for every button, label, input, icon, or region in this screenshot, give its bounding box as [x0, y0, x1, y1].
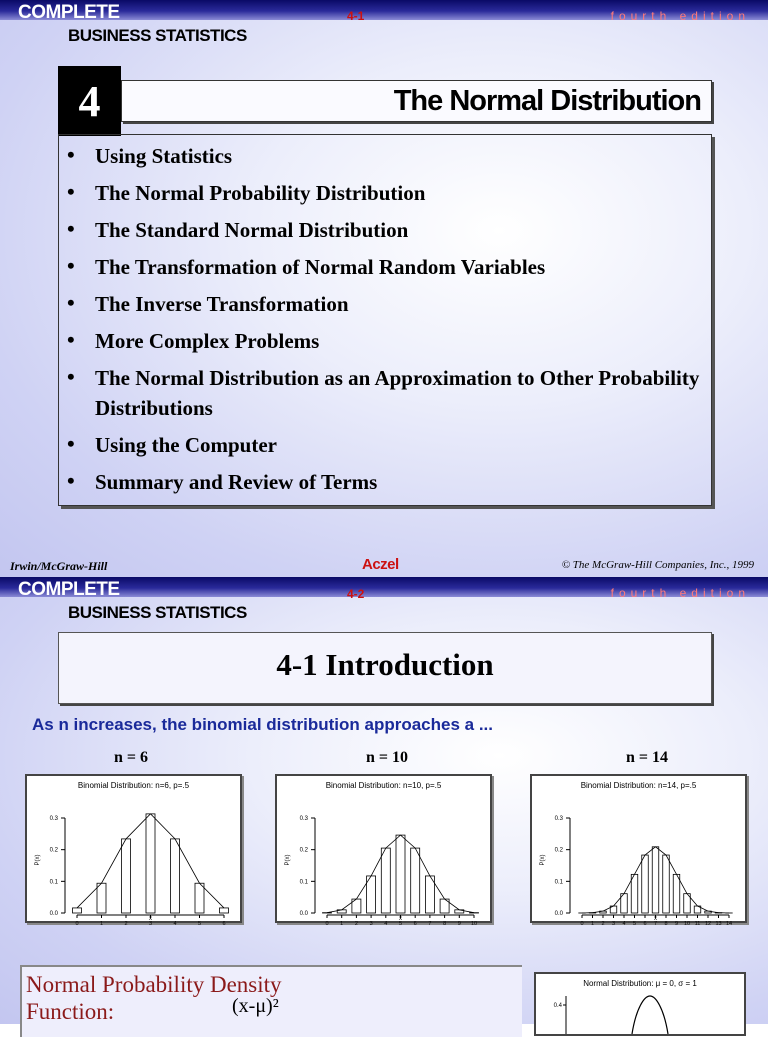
brand-business-statistics: BUSINESS STATISTICS [68, 27, 247, 44]
bullet-icon: • [67, 429, 75, 459]
chart-svg [532, 776, 745, 921]
bar [642, 855, 649, 913]
chart-title: Binomial Distribution: n=14, p=.5 [581, 781, 697, 790]
y-tick-label: 0.1 [555, 879, 564, 885]
topic-label: The Inverse Transformation [95, 292, 349, 316]
x-tick-label: 5 [198, 921, 201, 927]
slide-footer [0, 555, 768, 577]
bullet-icon: • [67, 288, 75, 318]
topic-item [67, 363, 705, 423]
y-tick-label: 0.1 [50, 879, 59, 885]
x-axis-label: x [149, 916, 152, 922]
bullet-icon: • [67, 325, 75, 355]
y-tick-label: 0.2 [50, 848, 59, 854]
chapter-title-box [121, 80, 712, 122]
edition-label: fourth edition [611, 10, 750, 22]
chart-title: Binomial Distribution: n=10, p=.5 [326, 781, 442, 790]
x-tick-label: 1 [591, 921, 594, 927]
slide-number: 4-1 [347, 10, 364, 22]
x-tick-label: 5 [633, 921, 636, 927]
slide-number: 4-2 [347, 588, 364, 600]
normal-distribution-chart [534, 972, 746, 1036]
x-tick-label: 4 [384, 921, 387, 927]
y-tick-label: 0.2 [555, 848, 564, 854]
x-tick-label: 11 [695, 921, 701, 927]
topic-item [67, 141, 705, 171]
x-tick-label: 6 [414, 921, 417, 927]
topic-item [67, 252, 705, 282]
topic-item [67, 326, 705, 356]
x-tick-label: 6 [643, 921, 646, 927]
x-tick-label: 9 [458, 921, 461, 927]
normal-ytick: 0.4 [554, 1003, 563, 1009]
bar [97, 883, 106, 913]
bullet-icon: • [67, 466, 75, 496]
chart-svg [277, 776, 490, 921]
x-tick-label: 10 [684, 921, 690, 927]
topic-item [67, 289, 705, 319]
brand-complete: COMPLETE [18, 3, 120, 22]
topics-box [58, 134, 712, 506]
x-tick-label: 3 [370, 921, 373, 927]
bar [673, 874, 680, 913]
chart-svg [27, 776, 240, 921]
x-tick-label: 14 [726, 921, 732, 927]
topic-label: More Complex Problems [95, 329, 319, 353]
y-tick-label: 0.2 [300, 848, 309, 854]
lead-text: As n increases, the binomial distribution approaches a ... [32, 715, 493, 735]
topic-item [67, 215, 705, 245]
bar [396, 835, 405, 913]
bar [411, 848, 420, 913]
bullet-icon: • [67, 362, 75, 392]
y-tick-label: 0.3 [555, 816, 564, 822]
binomial-chart-n14 [530, 774, 747, 923]
topic-label: Using Statistics [95, 144, 232, 168]
y-axis-label: P(x) [285, 855, 291, 866]
x-tick-label: 4 [622, 921, 625, 927]
n-label: n = 14 [626, 749, 668, 767]
x-tick-label: 5 [399, 921, 402, 927]
bar [381, 848, 390, 913]
bar [631, 874, 638, 913]
normal-chart-title: Normal Distribution: μ = 0, σ = 1 [583, 979, 697, 988]
brand-complete: COMPLETE [18, 580, 120, 599]
chart-title: Binomial Distribution: n=6, p=.5 [78, 781, 190, 790]
x-tick-label: 7 [428, 921, 431, 927]
x-tick-label: 2 [355, 921, 358, 927]
bar [220, 908, 229, 913]
x-tick-label: 13 [715, 921, 721, 927]
x-axis-label: x [399, 916, 402, 922]
topic-label: The Normal Probability Distribution [95, 181, 425, 205]
x-tick-label: 10 [471, 921, 477, 927]
n-label: n = 6 [114, 749, 148, 767]
x-tick-label: 3 [612, 921, 615, 927]
binomial-chart-n6 [25, 774, 242, 923]
bar [195, 883, 204, 913]
topic-label: Summary and Review of Terms [95, 470, 377, 494]
x-tick-label: 4 [173, 921, 176, 927]
x-tick-label: 8 [443, 921, 446, 927]
formula-fragment: (x-μ)² [232, 995, 279, 1018]
bar [73, 908, 82, 913]
bar [652, 847, 659, 913]
x-tick-label: 1 [100, 921, 103, 927]
topic-item [67, 467, 705, 497]
y-tick-label: 0.1 [300, 879, 309, 885]
publisher-label: Irwin/McGraw-Hill [10, 559, 107, 574]
x-tick-label: 9 [675, 921, 678, 927]
x-tick-label: 0 [325, 921, 328, 927]
topic-list [67, 141, 705, 504]
y-tick-label: 0.0 [555, 911, 564, 917]
y-axis-label: P(x) [540, 855, 546, 866]
bar [146, 814, 155, 913]
section-title: 4-1 Introduction [59, 647, 711, 683]
y-tick-label: 0.3 [300, 816, 309, 822]
copyright-label: © The McGraw-Hill Companies, Inc., 1999 [562, 559, 754, 571]
bullet-icon: • [67, 251, 75, 281]
x-tick-label: 0 [580, 921, 583, 927]
bullet-icon: • [67, 214, 75, 244]
topic-label: The Normal Distribution as an Approximation to Other Probability Distributions [95, 366, 699, 420]
x-tick-label: 6 [222, 921, 225, 927]
y-tick-label: 0.0 [300, 911, 309, 917]
x-tick-label: 7 [654, 921, 657, 927]
bar [171, 839, 180, 913]
normal-chart-svg [536, 974, 744, 1034]
bullet-icon: • [67, 140, 75, 170]
x-tick-label: 2 [601, 921, 604, 927]
author-label: Aczel [362, 556, 399, 573]
x-tick-label: 0 [75, 921, 78, 927]
section-title-box [58, 632, 712, 704]
topic-item [67, 430, 705, 460]
bar [663, 855, 670, 913]
x-tick-label: 1 [340, 921, 343, 927]
normal-curve [632, 996, 668, 1034]
chapter-title: The Normal Distribution [394, 85, 701, 118]
pdf-box [20, 965, 522, 1037]
x-axis-label: x [654, 916, 657, 922]
x-tick-label: 8 [664, 921, 667, 927]
bar [122, 839, 131, 913]
y-tick-label: 0.0 [50, 911, 59, 917]
topic-label: Using the Computer [95, 433, 277, 457]
x-tick-label: 2 [124, 921, 127, 927]
binomial-chart-n10 [275, 774, 492, 923]
x-tick-label: 3 [149, 921, 152, 927]
bullet-icon: • [67, 177, 75, 207]
pdf-title-line1: Normal Probability Density [26, 972, 282, 997]
y-axis-label: P(x) [35, 855, 41, 866]
pdf-title-line2: Function: [26, 999, 114, 1024]
topic-label: The Transformation of Normal Random Variables [95, 255, 545, 279]
x-tick-label: 12 [705, 921, 711, 927]
slide-4-2 [0, 577, 768, 1024]
y-tick-label: 0.3 [50, 816, 59, 822]
topic-label: The Standard Normal Distribution [95, 218, 408, 242]
chapter-number: 4 [58, 66, 121, 136]
n-label: n = 10 [366, 749, 408, 767]
edition-label: fourth edition [611, 587, 750, 599]
brand-business-statistics: BUSINESS STATISTICS [68, 604, 247, 621]
topic-item [67, 178, 705, 208]
